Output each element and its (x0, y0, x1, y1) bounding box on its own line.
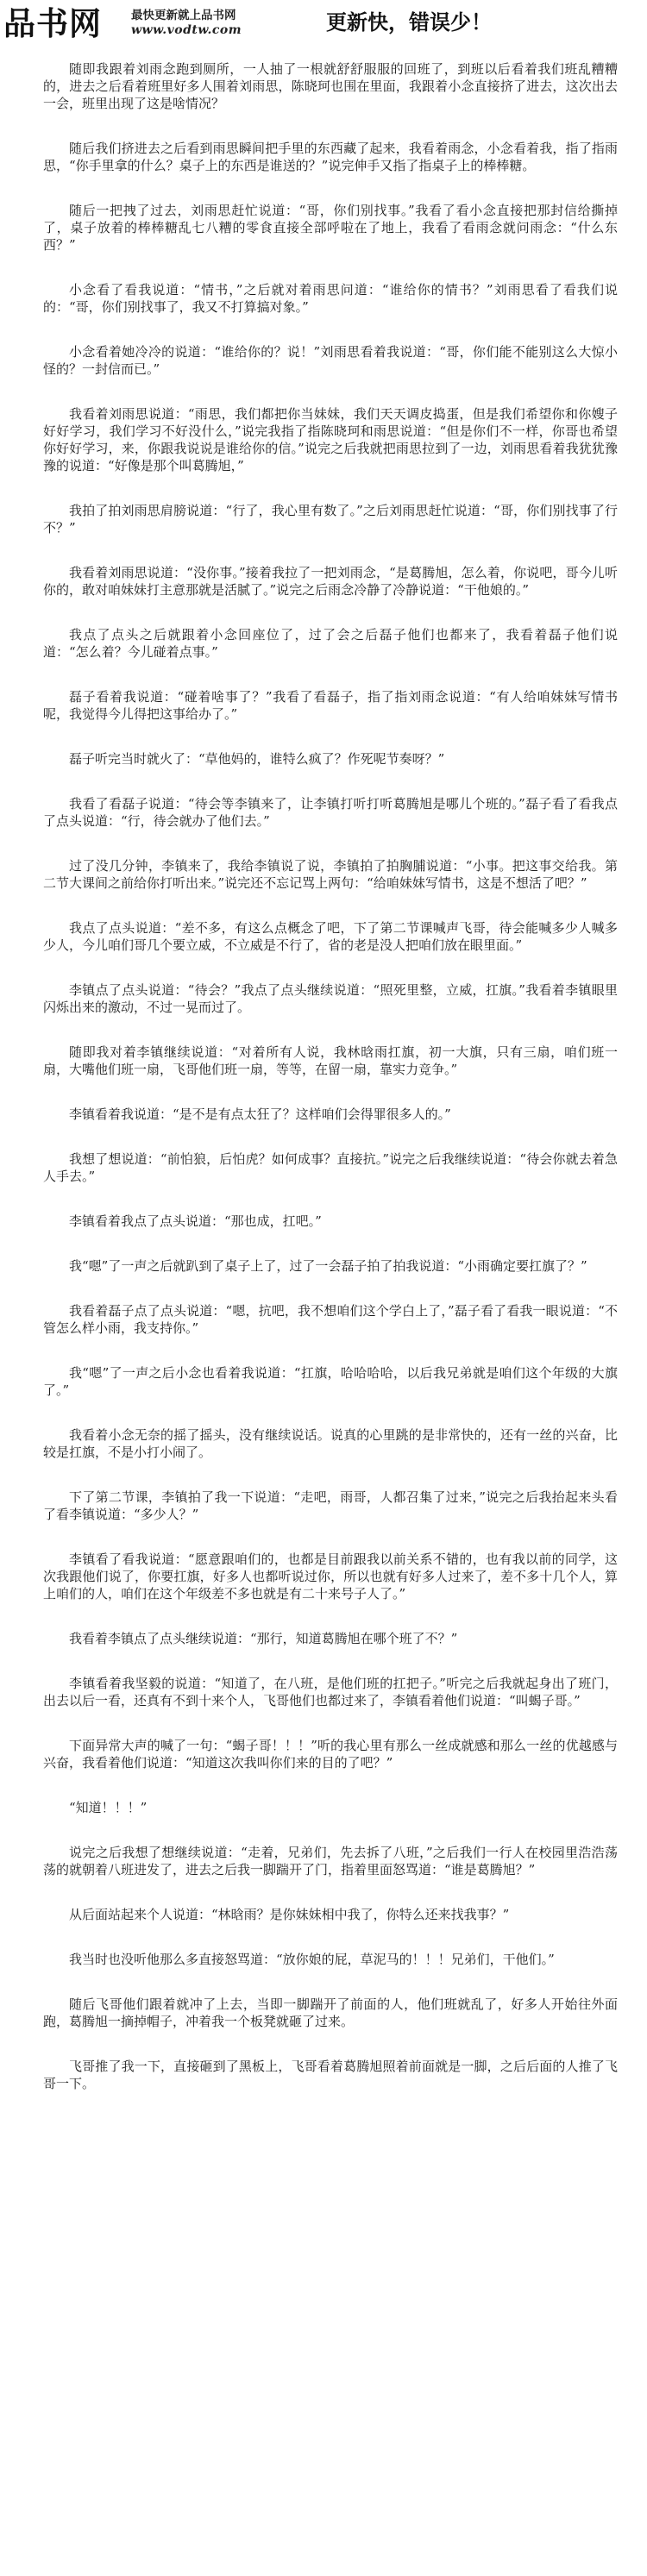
paragraph: 飞哥推了我一下，直接砸到了黑板上，飞哥看着葛腾旭照着前面就是一脚，之后后面的人推了飞哥一下。 (43, 2059, 618, 2091)
paragraph: 随后一把拽了过去，刘雨思赶忙说道：“哥，你们别找事。”我看了看小念直接把那封信给撕掉了，桌子放着的棒棒糖乱七八糟的零食直接全部呼啦在了地上，我看了看雨念就问雨念：“什么东西？” (43, 203, 618, 253)
paragraph: 李镇看着我点了点头说道：“那也成，扛吧。” (69, 1213, 322, 1229)
paragraph: 我当时也没听他那么多直接怒骂道：“放你娘的屁，草泥马的！！！兄弟们，干他们。” (69, 1952, 555, 1967)
paragraph: 磊子看着我说道：“碰着啥事了？”我看了看磊子，指了指刘雨念说道：“有人给咱妹妹写情书呢，我觉得今儿得把这事给办了。” (43, 689, 618, 722)
paragraph: 下了第二节课，李镇拍了我一下说道：“走吧，雨哥，人都召集了过来，”说完之后我抬起来头看了看李镇说道：“多少人？” (43, 1489, 618, 1522)
site-tagline: 最快更新就上品书网 (131, 9, 236, 22)
paragraph: 我想了想说道：“前怕狼，后怕虎？如何成事？直接抗。”说完之后我继续说道：“待会你就去着急人手去。” (43, 1151, 618, 1184)
site-slogan: 更新快，错误少！ (326, 9, 492, 34)
site-logo[interactable]: 品书网 (3, 4, 102, 42)
paragraph: 李镇看了看我说道：“愿意跟咱们的，也都是目前跟我以前关系不错的，也有我以前的同学，这次我跟他们说了，你要扛旗，好多人也都听说过你，所以也就有好多人过来了，差不多十几个人，算上咱们的人，咱们在这个年级差不多也就是有二十来号子人了。” (43, 1551, 618, 1601)
paragraph: 李镇看着我说道：“是不是有点太狂了？这样咱们会得罪很多人的。” (69, 1106, 451, 1122)
paragraph: 我“嗯”了一声之后就趴到了桌子上了，过了一会磊子拍了拍我说道：“小雨确定要扛旗了？” (69, 1258, 587, 1274)
paragraph: 我看着刘雨思说道：“雨思，我们都把你当妹妹，我们天天调皮捣蛋，但是我们希望你和你嫂子好好学习，我们学习不好没什么，”说完我指了指陈晓珂和雨思说道：“但是你们不一样，你哥也希望你好好学习，来，你跟我说说是谁给你的信。”说完之后我就把雨思拉到了一边，刘雨思看着我犹犹豫豫的说道：“好像是那个叫葛腾旭，” (43, 406, 618, 473)
chapter-body (43, 60, 618, 2120)
paragraph: 我点了点头说道：“差不多，有这么点概念了吧，下了第二节课喊声飞哥，待会能喊多少人喊多少人，今儿咱们哥几个要立威，不立威是不行了，省的老是没人把咱们放在眼里面。” (43, 920, 618, 953)
paragraph: 我看了看磊子说道：“待会等李镇来了，让李镇打听打听葛腾旭是哪儿个班的。”磊子看了看我点了点头说道：“行，待会就办了他们去。” (43, 796, 618, 829)
paragraph: 我看着李镇点了点头继续说道：“那行，知道葛腾旭在哪个班了不？” (69, 1631, 458, 1646)
paragraph: 我拍了拍刘雨思肩膀说道：“行了，我心里有数了。”之后刘雨思赶忙说道：“哥，你们别找事了行不？” (43, 503, 618, 536)
paragraph: 李镇看着我坚毅的说道：“知道了，在八班，是他们班的扛把子。”听完之后我就起身出了班门，出去以后一看，还真有不到十来个人，飞哥他们也都过来了，李镇看着他们说道：“叫蝎子哥。” (43, 1676, 618, 1708)
paragraph: 我看着刘雨思说道：“没你事。”接着我拉了一把刘雨念，“是葛腾旭，怎么着，你说吧，哥今儿听你的，敢对咱妹妹打主意那就是活腻了。”说完之后雨念冷静了冷静说道：“干他娘的。” (43, 565, 618, 598)
paragraph: 小念看了看我说道：“情书，”之后就对着雨思问道：“谁给你的情书？”刘雨思看了看我们说的：“哥，你们别找事了，我又不打算搞对象。” (43, 282, 618, 315)
paragraph: 随后飞哥他们跟着就冲了上去，当即一脚踹开了前面的人，他们班就乱了，好多人开始往外面跑，葛腾旭一摘掉帽子，冲着我一个板凳就砸了过来。 (43, 1996, 618, 2029)
paragraph: 磊子听完当时就火了：“草他妈的，谁特么疯了？作死呢节奏呀？” (69, 751, 445, 767)
paragraph: 从后面站起来个人说道：“林晗雨？是你妹妹相中我了，你特么还来找我事？” (69, 1907, 510, 1922)
paragraph: “知道！！！” (69, 1800, 148, 1815)
paragraph: 小念看着她冷冷的说道：“谁给你的？说！”刘雨思看着我说道：“哥，你们能不能别这么大惊小怪的？一封信而已。” (43, 344, 618, 377)
paragraph: 随即我对着李镇继续说道：“对着所有人说，我林晗雨扛旗，初一大旗，只有三扇，咱们班一扇，大嘴他们班一扇，飞哥他们班一扇，等等，在留一扇，靠实力竞争。” (43, 1044, 618, 1077)
paragraph: 下面异常大声的喊了一句：“蝎子哥！！！”听的我心里有那么一丝成就感和那么一丝的优越感与兴奋，我看着他们说道：“知道这次我叫你们来的目的了吧？” (43, 1738, 618, 1771)
paragraph: 说完之后我想了想继续说道：“走着，兄弟们，先去拆了八班，”之后我们一行人在校园里浩浩荡荡的就朝着八班进发了，进去之后我一脚踹开了门，指着里面怒骂道：“谁是葛腾旭？” (43, 1845, 618, 1877)
paragraph: 我看着小念无奈的摇了摇头，没有继续说话。说真的心里跳的是非常快的，还有一丝的兴奋，比较是扛旗，不是小打小闹了。 (43, 1427, 618, 1460)
paragraph: 随即我跟着刘雨念跑到厕所，一人抽了一根就舒舒服服的回班了，到班以后看着我们班乱糟糟的，进去之后看着班里好多人围着刘雨思，陈晓珂也围在里面，我跟着小念直接挤了进去，这次出去一会，班里出现了这是啥情况？ (43, 61, 618, 111)
paragraph: 李镇点了点头说道：“待会？”我点了点头继续说道：“照死里整，立威，扛旗。”我看着李镇眼里闪烁出来的激动，不过一晃而过了。 (43, 982, 618, 1015)
site-url[interactable]: www.vodtw.com (131, 23, 242, 37)
paragraph: 过了没几分钟，李镇来了，我给李镇说了说，李镇拍了拍胸脯说道：“小事。把这事交给我。第二节大课间之前给你打听出来。”说完还不忘记骂上两句：“给咱妹妹写情书，这是不想活了吧？” (43, 858, 618, 891)
site-header (0, 0, 647, 50)
paragraph: 我“嗯”了一声之后小念也看着我说道：“扛旗，哈哈哈哈，以后我兄弟就是咱们这个年级的大旗了。” (43, 1365, 618, 1398)
paragraph: 我点了点头之后就跟着小念回座位了，过了会之后磊子他们也都来了，我看着磊子他们说道：“怎么着？今儿碰着点事。” (43, 627, 618, 660)
paragraph: 随后我们挤进去之后看到雨思瞬间把手里的东西藏了起来，我看着雨念，小念看着我，指了指雨思，“你手里拿的什么？桌子上的东西是谁送的？”说完伸手又指了指桌子上的棒棒糖。 (43, 141, 618, 173)
paragraph: 我看着磊子点了点头说道：“嗯，抗吧，我不想咱们这个学白上了，”磊子看了看我一眼说道：“不管怎么样小雨，我支持你。” (43, 1303, 618, 1336)
